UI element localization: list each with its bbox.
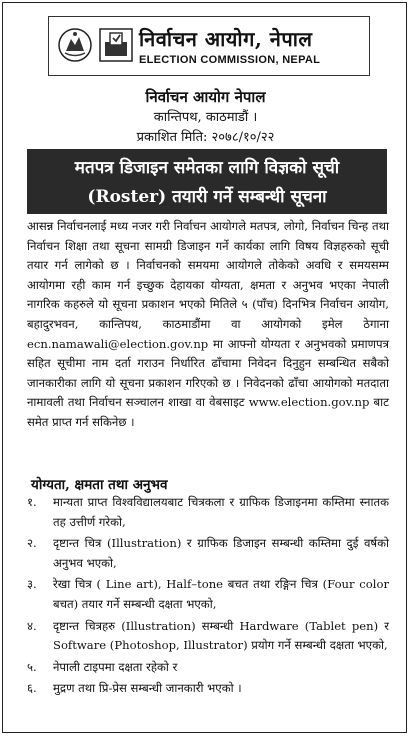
list-item	[27, 679, 389, 699]
item-text: दृष्टान्त चित्रहरु (Illustration) सम्बन्धी Hardware (Tablet pen) र Software (Photoshop, Illustrator) प्रयोग गर्ने सम्बन्धी दक्षता भएको,	[53, 618, 389, 653]
office-name: निर्वाचन आयोग नेपाल	[145, 88, 266, 106]
item-text: नेपाली टाइपमा दक्षता रहेको र	[53, 659, 178, 674]
list-item	[27, 575, 389, 614]
notice-page	[2, 2, 407, 733]
item-text: मुद्रण तथा प्रि-प्रेस सम्बन्धी जानकारी भएको ।	[53, 681, 242, 696]
notice-body: आसन्न निर्वाचनलाई मध्य नजर गरी निर्वाचन आयोगले मतपत्र, लोगो, निर्वाचन चिन्ह तथा निर्वाचन शिक्षा तथा सूचना सामग्री डिजाइन गर्ने कार्यका लागि विषय विज्ञहरुको सूची तयार गर्न लागेको छ । निर्वाचनको समयमा आयोगले तोकेको अवधि र समयसम्म आयोगमा रही काम गर्न इच्छुक देहायका योग्यता, क्षमता र अनुभव भएका नेपाली नागरिक कहरुले यो सूचना प्रकाशन भएको मितिले ५ (पाँच) दिनभित्र निर्वाचन आयोग, बहादुरभवन, कान्तिपथ, काठमाडौंमा वा आयोगको इमेल ठेगाना ecn.namawali@election.gov.np मा आफ्नो योग्यता र अनुभवको प्रमाणपत्र सहित सूचीमा नाम दर्ता गराउन निर्धारित ढाँचामा निवेदन दिनुहुन सम्बन्धित सबैको जानकारीका लागि यो सूचना प्रकाशन गरिएको छ । निवेदनको ढाँचा आयोगको मतदाता नामावली तथा निर्वाचन सञ्चालन शाखा वा वेबसाइट www.election.gov.np बाट समेत प्राप्त गर्न सकिनेछ ।	[27, 219, 389, 429]
ecn-logo-icon	[99, 28, 133, 62]
item-number: ५.	[27, 659, 37, 674]
list-item	[27, 658, 389, 678]
item-number: ६.	[27, 681, 37, 696]
item-number: २.	[27, 536, 37, 551]
item-text: रेखा चित्र ( Line art), Half–tone बचत तथा रङ्गिन चित्र (Four color बचत) तयार गर्ने सम्बन्धी दक्षता भएको,	[53, 577, 389, 611]
notice-title-line2: (Roster) तयारी गर्ने सम्बन्धी सूचना	[87, 187, 327, 207]
list-item	[27, 493, 389, 532]
national-emblem-icon	[57, 27, 93, 63]
qualifications-heading: योग्यता, क्षमता तथा अनुभव	[31, 477, 168, 493]
commission-name-np: निर्वाचन आयोग, नेपाल	[139, 27, 313, 51]
qualifications-list	[27, 493, 389, 701]
office-address: कान्तिपथ, काठमाडौं ।	[153, 110, 258, 125]
letterhead-text	[139, 17, 369, 75]
notice-title-line1: मतपत्र डिजाइन समेतका लागि विज्ञको सूची	[74, 158, 340, 178]
published-date: प्रकाशित मिति: २०७८/१०/२२	[136, 130, 275, 145]
letterhead	[48, 16, 370, 76]
notice-title-banner	[27, 149, 387, 214]
list-item	[27, 617, 389, 656]
item-number: १.	[27, 495, 37, 509]
commission-name-en: ELECTION COMMISSION, NEPAL	[139, 54, 321, 66]
list-item	[27, 534, 389, 573]
item-text: दृष्टान्त चित्र (Illustration) र ग्राफिक डिजाइन सम्बन्धी कम्तिमा दुई वर्षको अनुभव भएको,	[53, 536, 389, 570]
item-number: ४.	[27, 618, 37, 633]
item-number: ३.	[27, 577, 37, 592]
item-text: मान्यता प्राप्त विश्वविद्यालयबाट चित्रकला र ग्राफिक डिजाइनमा कम्तिमा स्नातक तह उत्तीर्ण गरेको,	[53, 495, 389, 529]
